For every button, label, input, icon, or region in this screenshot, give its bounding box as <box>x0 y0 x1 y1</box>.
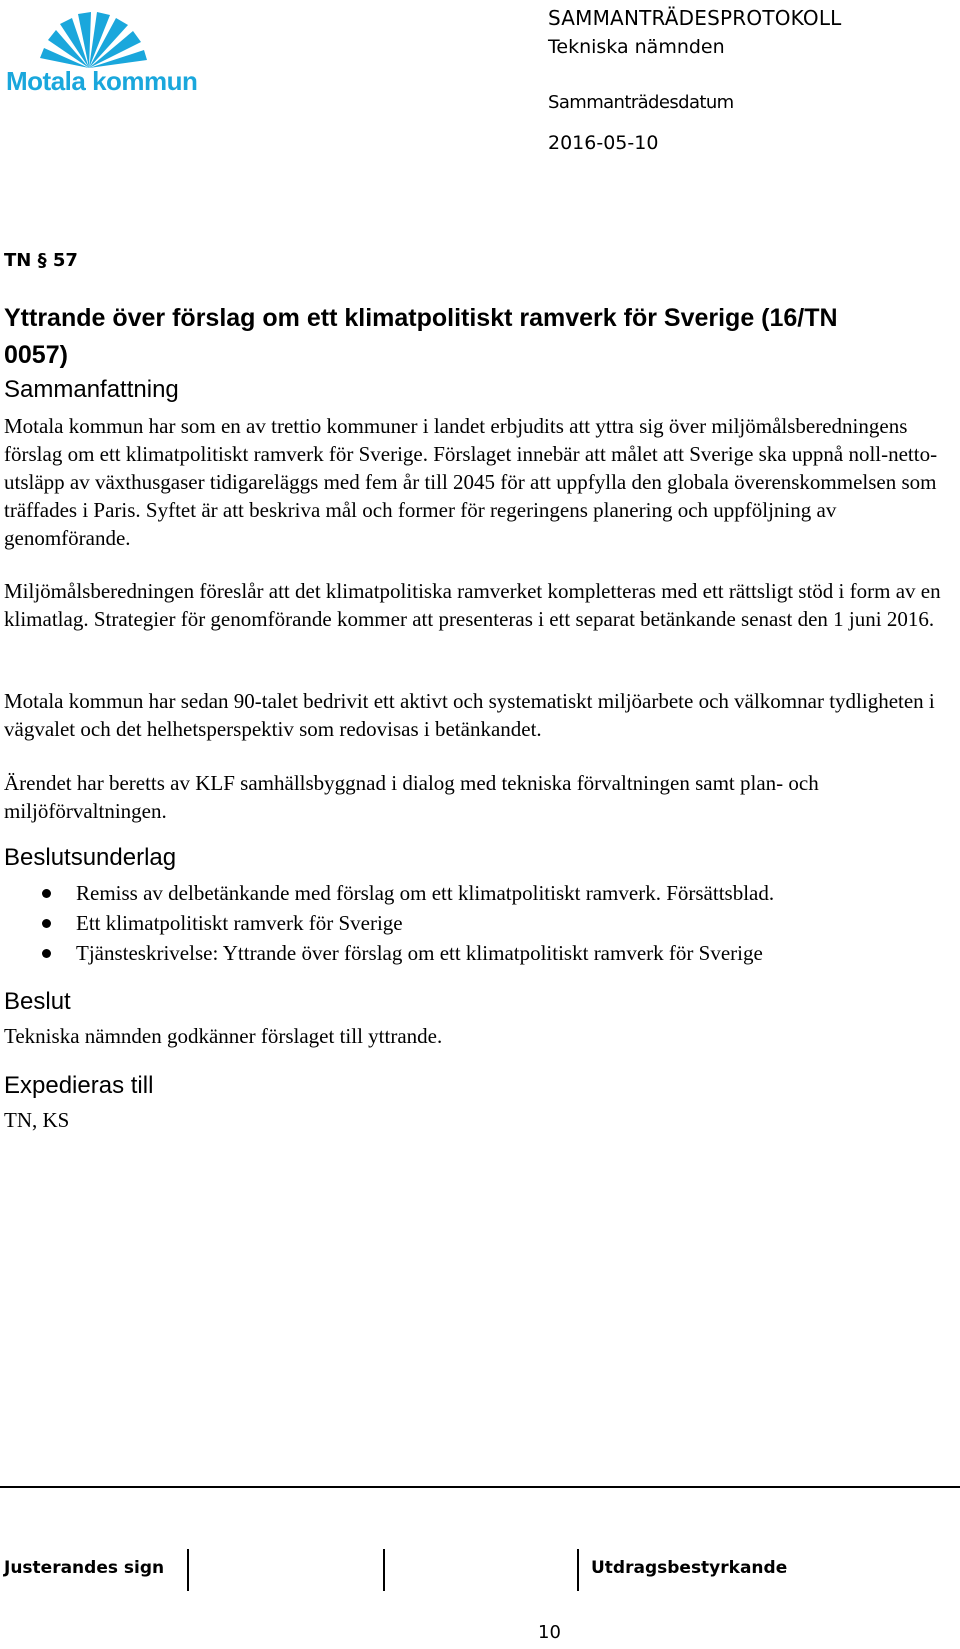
summary-paragraph: Motala kommun har sedan 90-talet bedrivit ett aktivt och systematiskt miljöarbete och välkomnar tydligheten i vägvalet och det helhetsperspektiv som redovisas i betänkandet. <box>4 689 935 741</box>
meeting-date-value: 2016-05-10 <box>548 132 659 154</box>
bullet-icon <box>42 949 51 958</box>
meeting-date-label: Sammanträdesdatum <box>548 92 734 113</box>
justifier-signature-label: Justerandes sign <box>4 1558 165 1578</box>
summary-heading: Sammanfattning <box>4 376 179 403</box>
bullet-icon <box>42 889 51 898</box>
summary-paragraph: Ärendet har beretts av KLF samhällsbyggnad i dialog med tekniska förvaltningen samt plan- och miljöförvaltningen. <box>4 771 819 823</box>
sent-to-heading: Expedieras till <box>4 1072 154 1099</box>
bullet-icon <box>42 919 51 928</box>
list-item <box>4 878 774 908</box>
item-title: Yttrande över förslag om ett klimatpolitiskt ramverk för Sverige (16/TN 0057) <box>4 304 838 369</box>
page-number: 10 <box>538 1622 561 1643</box>
extract-certification-label: Utdragsbestyrkande <box>591 1558 788 1578</box>
summary-paragraph: Motala kommun har som en av trettio kommuner i landet erbjudits att yttra sig över miljömålsberedningens förslag om ett klimatpolitiskt ramverk för Sverige. Förslaget innebär att målet att Sverige ska uppnå noll-netto-utsläpp av växthusgaser tidigareläggs med fem år till 2045 för att uppfylla den globala överenskommelsen som träffades i Paris. Syftet är att beskriva mål och former för regeringens planering och uppföljning av genomförande. <box>4 414 938 550</box>
document-type: SAMMANTRÄDESPROTOKOLL <box>548 6 842 30</box>
sent-to-text: TN, KS <box>4 1108 70 1132</box>
summary-paragraph: Miljömålsberedningen föreslår att det klimatpolitiska ramverket kompletteras med ett rättsligt stöd i form av en klimatlag. Strategier för genomförande kommer att presenteras i ett separat betänkande senast den 1 juni 2016. <box>4 579 941 631</box>
sunburst-logo-icon <box>4 0 198 100</box>
decision-heading: Beslut <box>4 988 71 1015</box>
signature-separator <box>383 1549 385 1591</box>
list-item-text: Remiss av delbetänkande med förslag om ett klimatpolitiskt ramverk. Försättsblad. <box>76 881 775 905</box>
committee-name: Tekniska nämnden <box>548 36 725 58</box>
footer-divider <box>0 1486 960 1488</box>
decision-basis-heading: Beslutsunderlag <box>4 844 177 871</box>
list-item <box>4 938 774 968</box>
svg-text:Motala kommun: Motala kommun <box>6 66 198 96</box>
decision-basis-list <box>4 878 774 968</box>
paragraph-number: TN § 57 <box>4 250 78 271</box>
list-item-text: Tjänsteskrivelse: Yttrande över förslag om ett klimatpolitiskt ramverk för Sverige <box>76 941 763 965</box>
signature-separator <box>577 1549 579 1591</box>
list-item <box>4 908 774 938</box>
list-item-text: Ett klimatpolitiskt ramverk för Sverige <box>76 911 403 935</box>
decision-text: Tekniska nämnden godkänner förslaget till yttrande. <box>4 1024 443 1048</box>
signature-separator <box>187 1549 189 1591</box>
motala-kommun-logo <box>4 0 198 100</box>
